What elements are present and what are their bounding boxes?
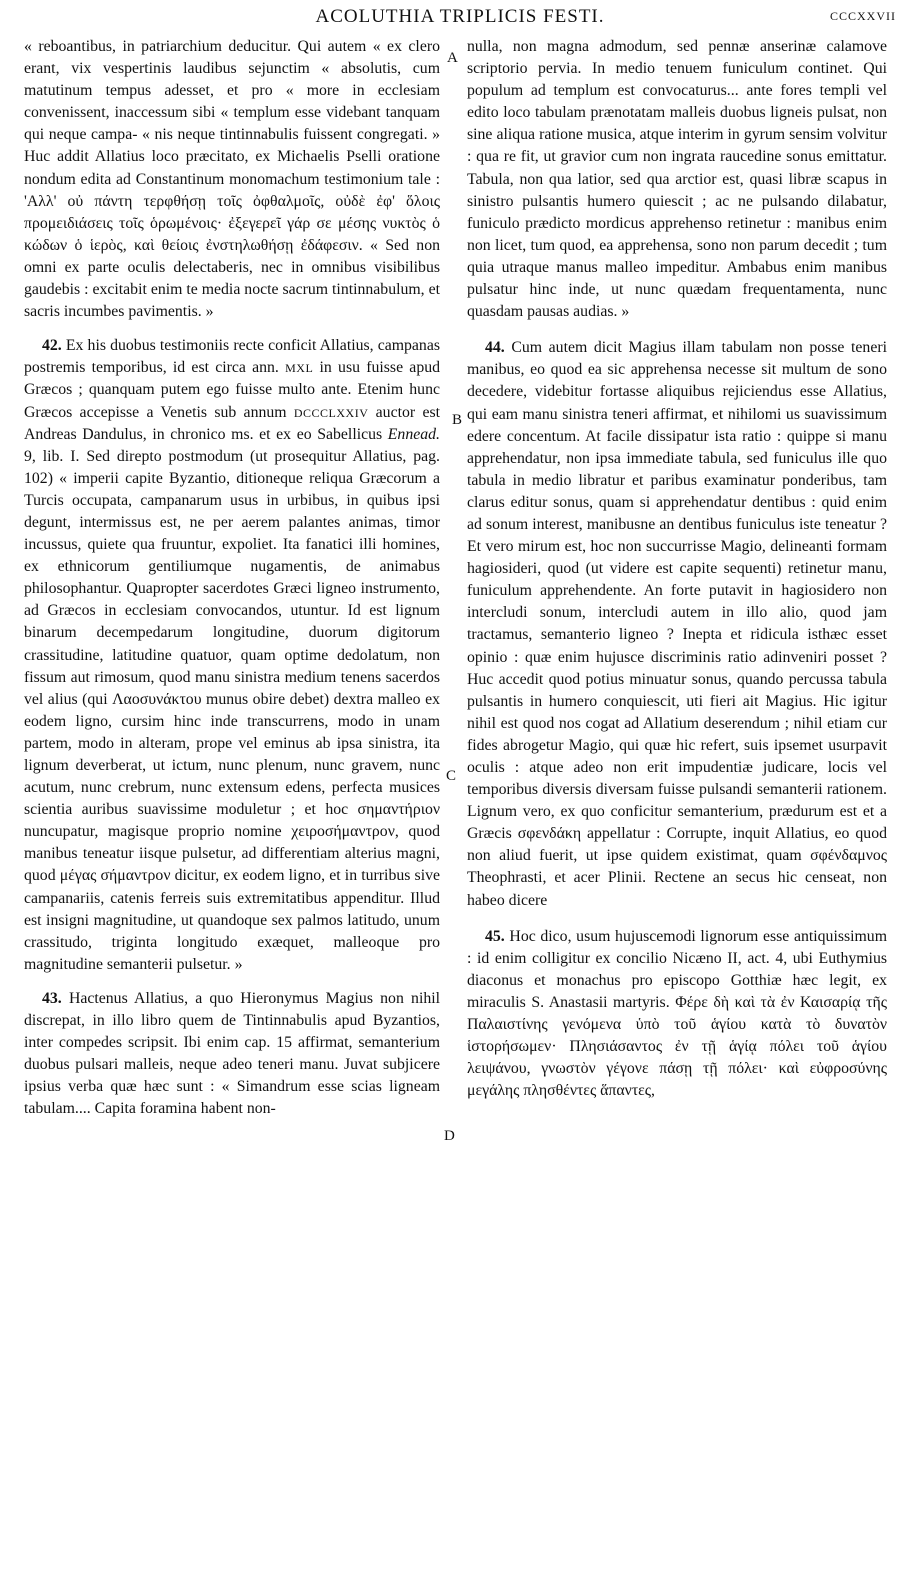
year-numeral: DCCCLXXIV [293, 405, 369, 420]
margin-marker-b: B [452, 412, 463, 428]
paragraph-43-continued: nulla, non magna admodum, sed pennæ anserinæ calamove scriptorio pervia. In medio tenuem funiculum continet. Qui populum ad templum est convocaturus... ante fores templi vel edito loco tabulam prænotatam malleis duobus ligneis pulsat, non sine aliqua ratione musica, atque interim in gyrum sensim volvitur : qua re fit, ut gravior cum non ingrata raucedine sonus emittatur. Tabula, non qua latior, sed qua arctior est, quasi libræ scapus in sinistro pulsantis humero quiescit ; ac ne pulsando dilabatur, funiculo prædicto mordicus apprehenso retinetur : manibus enim non licet, tum quod, ea apprehensa, sono non parum decedit ; tum quia utraque manus malleo impeditur. Ambabus enim manibus pulsatur hinc inde, ut nunc quædam frequentamenta, nunc quasdam pausas audias. » [467, 38, 887, 321]
left-column [24, 36, 440, 1121]
paragraph-text: Hactenus Allatius, a quo Hieronymus Magius non nihil discrepat, in illo libro quem de Tintinnabulis apud Byzantios, inter compedes scripsit. Ibi enim cap. 15 affirmat, semanterium duobus pulsari malleis, neque adeo teneri manu. Juvat subjicere ipsius verba quæ hæc sunt : « Simandrum esse scias ligneam tabulam.... Capita foramina habent non- [24, 989, 441, 1118]
page-number: CCCXXVII [829, 9, 896, 23]
paragraph-number: 43. [42, 989, 62, 1007]
paragraph-45 [467, 926, 887, 1103]
margin-marker-c: C [446, 768, 457, 784]
paragraph-text: Cum autem dicit Magius illam tabulam non posse teneri manibus, eo quod ea sic apprehensa necesse sit multum de sono decedere, videbitur fortasse aliquibus rejiciendus esse Allatius, qui eam manu sinistra teneri affirmat, et nihilomi us suavissimum edere concentum. At facile dissipatur ista ratio : quippe si manu apprehendatur, non ipsa immediate tabula, sed funiculus ille quo tabula in medio libratur et paribus examinatur ponderibus, tam clarus editur sonus, quam si apprehendatur dentibus : quid enim ad sonum interest, manibusne an dentibus funiculus iste teneatur ? Et vero mirum est, hoc non succurrisse Magio, delineanti formam hagiosideri, quod (ut videre est capite sequenti) retinetur manu, funiculum apprehendente. An forte putavit in hagiosidero non intercludi sonum, intercludi autem in illo alio, quod jam tractamus, semanterio ligneo ? Inepta et ridicula isthæc esset opinio : quæ enim hujusce discriminis ratio adinveniri posset ? Huc accedit quod potius minuatur sonus, quando percussa tabula pulsantis in humero conquiescit, uti fieri ait Magius. Hic igitur nihil est quod nos cogat ad Allatium deserendum ; nihil etiam cur fides abrogetur Magio, qui quæ hic refert, suis ipsemet usurpavit oculis : atque adeo non erit impudentiæ judicare, locis vel temporibus diversis diversam fuisse pulsandi semanterii rationem. Lignum vero, ex quo conficitur semanterium, prædurum est et a Græcis σφενδάκη appellatur : Corrupte, inquit Allatius, eo quod non aliud fuerit, ut ipse quidem existimat, quam σφένδαμνος Theophrasti, et acer Plinii. Rectene an secus hic censeat, non habeo dicere [467, 339, 887, 909]
paragraph-44 [467, 337, 887, 911]
paragraph-43 [24, 988, 440, 1121]
right-column [467, 36, 887, 1102]
paragraph-number: 44. [485, 339, 505, 357]
running-header [24, 6, 896, 34]
paragraph-text: auctor est Andreas Dandulus, in chronico ms. et ex eo Sabellicus [24, 403, 440, 443]
year-numeral: MXL [285, 361, 314, 376]
margin-marker-d: D [444, 1128, 455, 1144]
margin-marker-a: A [447, 50, 458, 66]
work-title: Ennead. [387, 425, 440, 443]
paragraph-text: Hoc dico, usum hujuscemodi lignorum esse antiquissimum : id enim colligitur ex concilio Nicæno II, act. 4, ubi Euthymius diaconus et monachus pro episcopo Gotthiæ hæc legit, ex miraculis S. Anastasii martyris. Φέρε δὴ καὶ τὰ ἐν Καισαρίᾳ τῆς Παλαιστίνης γενόμενα ὑπὸ τοῦ ἁγίου κατὰ τὸ δυνατὸν ἱστορήσωμεν· Πλησιάσαντος ἐν τῇ ἁγίᾳ πόλει τοῦ ἁγίου λειψάνου, γνωστὸν γέγονε πάσῃ τῇ πόλει· καὶ εὐφροσύνης μεγάλης πλησθέντες ἅπαντες, [467, 927, 887, 1100]
paragraph-text: Ex his duobus testimoniis recte conficit Allatius, campanas postremis temporibus, id est circa ann. [24, 337, 440, 377]
paragraph-42 [24, 335, 440, 976]
paragraph-number: 42. [42, 337, 62, 355]
running-title: ACOLUTHIA TRIPLICIS FESTI. [315, 6, 605, 27]
paragraph-text: in usu fuisse apud Græcos ; quanquam putem ego fuisse multo ante. Etenim hunc Græcos accepisse a Venetis sub annum [24, 359, 441, 421]
paragraph-number: 45. [485, 927, 505, 945]
paragraph-text: 9, lib. I. Sed direpto postmodum (ut prosequitur Allatius, pag. 102) « imperii capite Byzantio, ditioneque reliqua Græcorum a Turcis occupata, campanarum usus in urbibus, in quibus ipsi degunt, intermissus est, ne per aerem palantes animas, timor incussus, quiete qua fruuntur, expoliet. Ita fanatici illi homines, ex ethnicorum gentiliumque nugamentis, de animabus philosophantur. Quapropter sacerdotes Græci ligneo instrumento, ad Græcos in ecclesiam convocandos, utuntur. Id est lignum binarum decempedarum longitudine, duorum digitorum crassitudine, latitudine quatuor, quam optime dedolatum, non fissum aut rimosum, quod manu sinistra medium tenens sacerdos vel alius (qui Λαοσυνάκτου munus obire debet) dextra malleo ex eodem ligno, cursim hinc inde transcurrens, modo in unam partem, modo in alteram, prope vel eminus ab ipsa sinistra, ita lignum deverberat, ut ictum, nunc plenum, nunc gravem, nunc acutum, nunc crebrum, nunc extensum edens, perfecta musices scientia auribus suavissime moduletur ; et hoc σημαντήριον nuncupatur, magisque proprio nomine χειροσήμαντρον, quod manibus teneatur iisque pulsetur, ad differentiam alterius magni, quod μέγας σήμαντρον dicitur, ex eodem ligno, et in turribus sive campanariis, catenis ferreis suis extremitatibus appenditur. Illud est insigni magnitudine, ut quandoque sex palmos latitudo, unum crassitudo, triginta longitudo exæquet, malleoque pro magnitudine semanterii pulsetur. » [24, 447, 440, 973]
paragraph-41-continued: « reboantibus, in patriarchium deducitur. Qui autem « ex clero erant, vix vespertinis laudibus sejunctim « absolutis, cum matutinum tempus adesset, et pro « more in ecclesiam convenissent, inaccessum sibi « templum esse videbant tanquam qui neque campa- « nis neque tintinnabulis fuissent congregati. » Huc addit Allatius loco præcitato, ex Michaelis Pselli oratione nondum edita ad Constantinum monomachum testimonium tale : 'Αλλ' οὐ πάντη τερφθήσῃ τοῖς ὀφθαλμοῖς, οὐδὲ ἐφ' ὅλοις προμειδιάσεις τοῖς ὁρωμένοις· ἐξεγερεῖ γάρ σε μέσης νυκτὸς ὁ κώδων ὁ ἱερὸς, καὶ θείοις ἐνστηλωθήσῃ ἐδάφεσιν. « Sed non omni ex parte oculis delectaberis, nec in omnibus visibilibus gaudebis : excitabit enim te media nocte sacrum tintinnabulum, et sacris incumbes pavimentis. » [24, 38, 440, 321]
